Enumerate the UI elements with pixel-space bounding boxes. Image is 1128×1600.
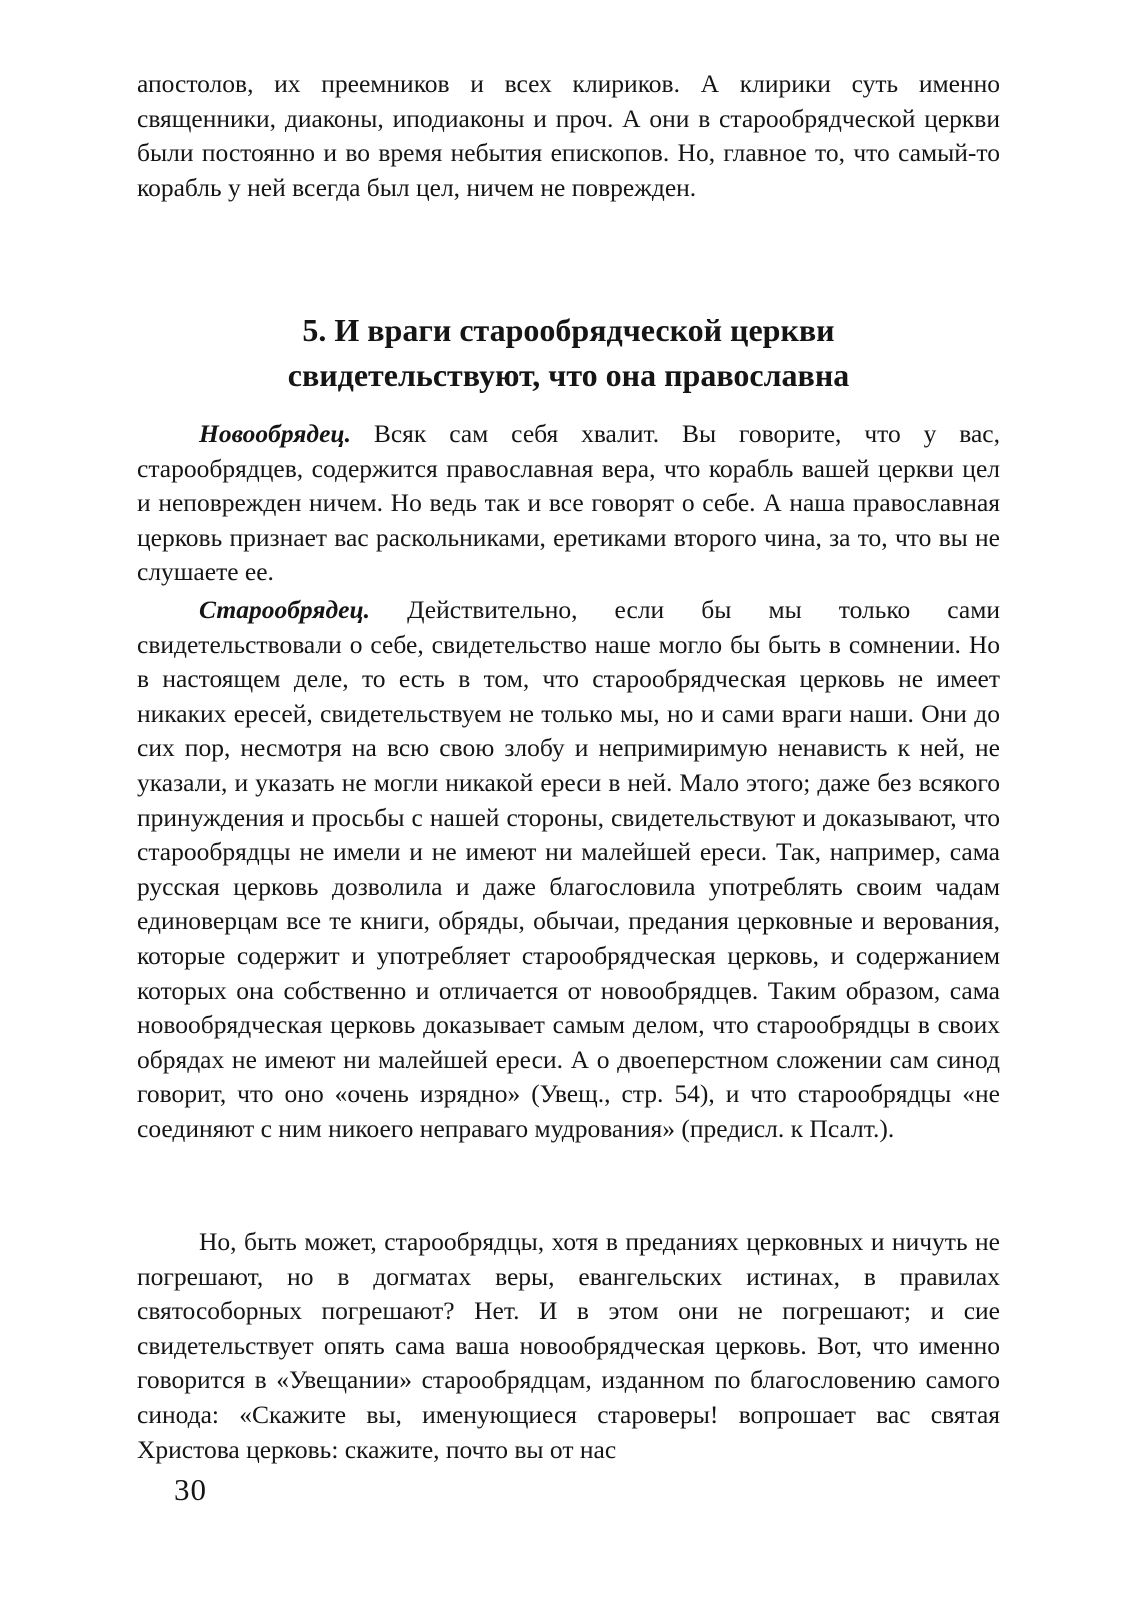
- continuation-paragraph: Но, быть может, старообрядцы, хотя в преданиях церковных и ничуть не погрешают, но в догматах веры, евангельских истинах, в правилах святособорных погрешают? Нет. И в этом они не погрешают; и сие свидетельствует опять сама ваша новообрядческая церковь. Вот, что именно говорится в «Увещании» старообрядцам, изданном по благословению самого синода: «Скажите вы, именующиеся староверы! вопрошает вас святая Христова церковь: скажите, почто вы от нас: [137, 1227, 1000, 1464]
- section-heading: [137, 308, 1000, 398]
- section-heading-line-2: свидетельствуют, что она православна: [287, 357, 850, 393]
- page-number: 30: [174, 1472, 207, 1507]
- speaker-label: Новообрядец.: [199, 419, 351, 448]
- opening-paragraph: апостолов, их преемников и всех клириков. А клирики суть именно священники, диаконы, иподиаконы и проч. А они в старообрядческой церкви были постоянно и во время небытия епископов. Но, главное то, что самый-то корабль у ней всегда был цел, ничем не поврежден.: [137, 69, 1000, 202]
- dialogue-paragraph-staroobryadets: [137, 593, 1000, 1147]
- paragraph-text: Действительно, если бы мы только сами свидетельствовали о себе, свидетельство наше могло бы быть в сомнении. Но в настоящем деле, то есть в том, что старообрядческая церковь не имеет никаких ересей, свидетельствуем не только мы, но и сами враги наши. Они до сих пор, несмотря на всю свою злобу и непримиримую ненависть к ней, не указали, и указать не могли никакой ереси в ней. Мало этого; даже без всякого принуждения и просьбы с нашей стороны, свидетельствуют и доказывают, что старообрядцы не имели и не имеют ни малейшей ереси. Так, например, сама русская церковь дозволила и даже благословила употреблять своим чадам единоверцам все те книги, обряды, обычаи, предания церковные и верования, которые содержит и употребляет старообрядческая церковь, и содержанием которых она собственно и отличается от новообрядцев. Таким образом, сама новообрядческая церковь доказывает самым делом, что старообрядцы в своих обрядах не имеют ни малейшей ереси. А о двоеперстном сложении сам синод говорит, что оно «очень изрядно» (Увещ., стр. 54), и что старообрядцы «не соединяют с ним никоего неправаго мудрования» (предисл. к Псалт.).: [137, 595, 1000, 1143]
- paragraph-text: Всяк сам себя хвалит. Вы говорите, что у вас, старообрядцев, содержится православная вера, что корабль вашей церкви цел и неповрежден ничем. Но ведь так и все говорят о себе. А наша православная церковь признает вас раскольниками, еретиками второго чина, за то, что вы не слушаете ее.: [137, 419, 1000, 587]
- section-heading-line-1: 5. И враги старообрядческой церкви: [302, 312, 835, 348]
- speaker-label: Старообрядец.: [199, 595, 371, 624]
- dialogue-paragraph-novoobryadets: [137, 417, 1000, 590]
